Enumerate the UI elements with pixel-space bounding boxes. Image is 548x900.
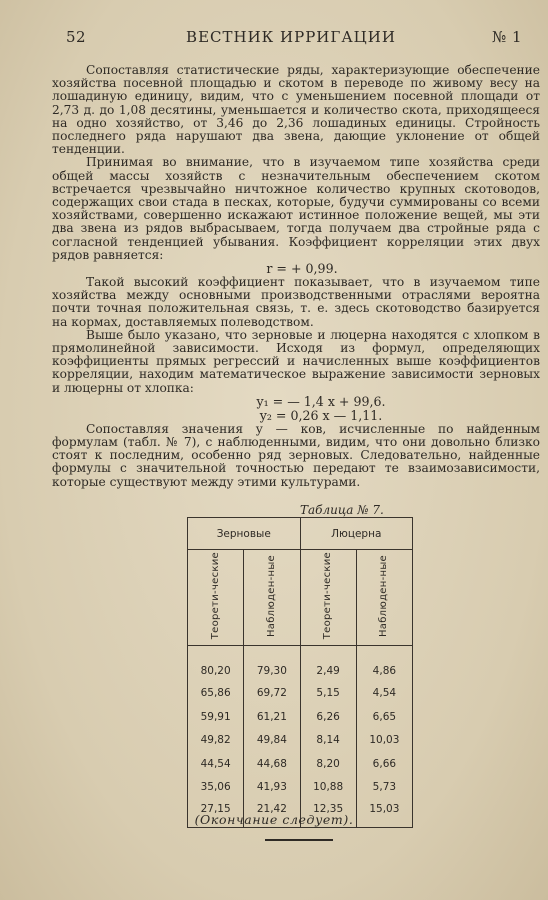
table-cell: 6,66 [356,752,412,776]
paragraph-3: Такой высокий коэффициент показывает, что в изучаемом типе хозяйства между основными производственными отраслями вероятна почти точная положительная связь, т. е. здесь скотоводство базируется на кормах, доставляемых полеводством. [52,275,540,329]
table-cell: 59,91 [188,705,244,729]
table-cell: 27,15 [188,799,244,827]
paragraph-1: Сопоставляя статистические ряды, характеризующие обеспечение хозяйства посевной площадью и скотом в переводе по живому весу на лошадиную единицу, видим, что с уменьшением посевной площади от 2,73 д. до 1,08 десятины, уменьшается и количество скота, приходящееся на одно хозяйство, от 3,46 до 2,36 лошадиных единицы. Стройность последнего ряда нарушают два звена, дающие уклонение от общей тенденции. [52,63,540,157]
table-cell: 61,21 [244,705,300,729]
table-cell: 79,30 [244,646,300,682]
table-group-header [188,518,413,550]
page-number: 52 [66,28,87,46]
group-header-grain: Зерновые [188,518,301,550]
table-cell: 10,88 [300,776,356,800]
table-cell: 2,49 [300,646,356,682]
table-cell: 5,15 [300,682,356,706]
table-cell: 49,82 [188,729,244,753]
journal-title: ВЕСТНИК ИРРИГАЦИИ [186,28,396,46]
paragraph-2: Принимая во внимание, что в изучаемом типе хозяйства среди общей массы хозяйств с незначительным обеспечением скотом встречается чрезвычайно ничтожное количество крупных скотоводов, содержащих свои стада в песках, которые, будучи суммированы со всеми хозяйствами, совершенно искажают истинное положение вещей, мы эти два звена из рядов выбрасываем, тогда получаем два стройные ряда с согласной тенденцией убывания. Коэффициент корреляции этих двух рядов равняется: [52,155,540,262]
table-cell: 10,03 [356,729,412,753]
formula-y2: y₂ = 0,26 x — 1,11. [259,407,383,423]
table-cell: 80,20 [188,646,244,682]
running-head [60,28,522,50]
table-cell: 4,86 [356,646,412,682]
table-row [188,776,413,800]
data-table [187,517,413,828]
table-sub-header [188,550,413,646]
table-cell: 49,84 [244,729,300,753]
sub-header-cell: Наблюден-ные [356,550,412,646]
formula-correlation: r = + 0,99. [266,261,338,277]
table-cell: 15,03 [356,799,412,827]
paragraph-4: Выше было указано, что зерновые и люцерна находятся с хлопком в прямолинейной зависимости. Исходя из формул, определяющих коэффициенты прямых регрессий и начисленных выше коэффициентов корреляции, находим математическое выражение зависимости зерновых и люцерны от хлопка: [52,327,540,395]
issue-number: № 1 [491,28,522,46]
sub-header-cell: Теорети-ческие [300,550,356,646]
continuation-note: (Окончание следует). [194,812,354,827]
table-cell: 35,06 [188,776,244,800]
table-cell: 44,54 [188,752,244,776]
body-text [52,64,540,489]
table-row [188,752,413,776]
table-row [188,729,413,753]
table-cell: 6,26 [300,705,356,729]
paragraph-5: Сопоставляя значения y — ков, исчисленные по найденным формулам (табл. № 7), с наблюденными, видим, что они довольно близко стоят к последним, особенно ряд зерновых. Следовательно, найденные формулы с значительной точностью передают те взаимозависимости, которые существуют между этими культурами. [52,421,540,489]
table-cell: 69,72 [244,682,300,706]
table-cell: 65,86 [188,682,244,706]
table-row [188,646,413,682]
table-cell: 44,68 [244,752,300,776]
table-cell: 21,42 [244,799,300,827]
group-header-alfalfa: Люцерна [300,518,413,550]
table-cell: 5,73 [356,776,412,800]
formula-y1: y₁ = — 1,4 x + 99,6. [256,393,386,409]
table-cell: 8,20 [300,752,356,776]
sub-header-cell: Наблюден-ные [244,550,300,646]
table-cell: 8,14 [300,729,356,753]
table-cell: 41,93 [244,776,300,800]
table-cell: 6,65 [356,705,412,729]
table-row [188,682,413,706]
table-caption: Таблица № 7. [300,503,384,517]
sub-header-cell: Теорети-ческие [188,550,244,646]
table-row [188,705,413,729]
closing-rule [265,839,333,841]
table-cell: 4,54 [356,682,412,706]
table-cell: 12,35 [300,799,356,827]
